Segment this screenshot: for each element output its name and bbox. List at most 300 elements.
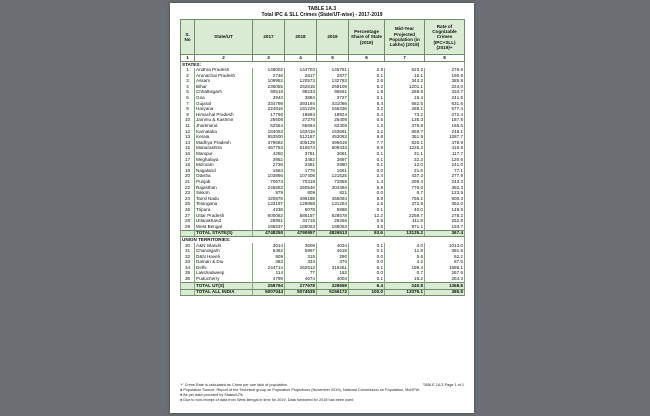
- cell-y2017: 28861: [253, 219, 285, 225]
- cell-sno: 34: [181, 265, 195, 271]
- cell-y2017: 379682: [253, 140, 285, 146]
- cell-rate: 120.6: [425, 157, 465, 163]
- cell-y2018: 262815: [285, 84, 317, 90]
- cell-share: 6.4: [349, 283, 385, 290]
- cell-sno: 11: [181, 124, 195, 130]
- cell-y2017: 809: [253, 254, 285, 260]
- cell-y2018: 27276: [285, 118, 317, 124]
- cell-y2019: 72855: [317, 179, 349, 185]
- cell-sno: 16: [181, 152, 195, 158]
- cell-state: Bihar: [195, 84, 253, 90]
- cell-state: Manipur: [195, 152, 253, 158]
- cell-y2019: 3897: [317, 157, 349, 163]
- cell-rate: 267.6: [425, 271, 465, 277]
- cell-rate: 77.1: [425, 168, 465, 174]
- footnote: ● Due to non-receipt of data from West Bengal in time for 2019, Data furnished for 2018 has been used: [180, 398, 354, 402]
- cell-y2017: 334799: [253, 101, 285, 107]
- table-number: TABLE 1A.3: [307, 6, 337, 12]
- col-num: 6: [349, 55, 385, 62]
- cell-sno: 19: [181, 168, 195, 174]
- cell-share: 6.1: [349, 265, 385, 271]
- cell-share: 12.2: [349, 213, 385, 219]
- cell-y2017: 70673: [253, 179, 285, 185]
- cell-y2019: 370: [317, 260, 349, 266]
- cell-state: Chandigarh: [195, 249, 253, 255]
- cell-y2018: 277678: [285, 283, 317, 290]
- cell-population: 111.8: [385, 219, 425, 225]
- cell-y2019: 455094: [317, 196, 349, 202]
- cell-y2017: 236055: [253, 84, 285, 90]
- cell-sno: 24: [181, 196, 195, 202]
- cell-rate: 272.4: [425, 112, 465, 118]
- cell-sno: 15: [181, 146, 195, 152]
- cell-y2017: 4748250: [253, 230, 285, 237]
- cell-state: Jharkhand: [195, 124, 253, 130]
- cell-state: TOTAL ALL INDIA: [195, 289, 253, 296]
- cell-y2017: 467753: [253, 146, 285, 152]
- cell-sno: 30: [181, 243, 195, 249]
- cell-state: Puducherry: [195, 277, 253, 283]
- cell-y2018: 334: [285, 260, 317, 266]
- cell-y2017: 3952: [253, 157, 285, 163]
- cell-state: Haryana: [195, 107, 253, 113]
- cell-rate: 224.0: [425, 84, 465, 90]
- cell-share: 0.1: [349, 73, 385, 79]
- cell-population: 372.8: [385, 202, 425, 208]
- cell-share: 0.0: [349, 168, 385, 174]
- cell-population: 135.3: [385, 118, 425, 124]
- cell-y2018: 1775: [285, 168, 317, 174]
- cell-state: Goa: [195, 96, 253, 102]
- cell-state: Delhi: [195, 265, 253, 271]
- cell-y2017: 109952: [253, 79, 285, 85]
- cell-y2017: 52564: [253, 124, 285, 130]
- cell-y2019: 163691: [317, 129, 349, 135]
- cell-sno: 6: [181, 96, 195, 102]
- cell-population: 240.8: [385, 283, 425, 290]
- cell-share: 5.2: [349, 84, 385, 90]
- cell-rate: 149.6: [425, 207, 465, 213]
- table-title: Total IPC & SLL Crimes (State/UT-wise) - 2017-2019: [261, 12, 383, 18]
- cell-y2019: 145751: [317, 68, 349, 74]
- cell-sno: 36: [181, 277, 195, 283]
- cell-population: 351.9: [385, 135, 425, 141]
- header-row: [181, 20, 465, 55]
- cell-y2017: 2738: [253, 163, 285, 169]
- cell-population: 826.1: [385, 140, 425, 146]
- header-population: Mid-Year Projected Population (in Lakhs) (2019): [385, 20, 425, 55]
- cell-state: Arunachal Pradesh: [195, 73, 253, 79]
- cell-sno: 12: [181, 129, 195, 135]
- cell-y2017: 979: [253, 191, 285, 197]
- cell-rate: 600.3: [425, 196, 465, 202]
- cell-population: 2259.7: [385, 213, 425, 219]
- cell-y2017: 258794: [253, 283, 285, 290]
- cell-state: Tamil Nadu: [195, 196, 253, 202]
- cell-y2018: 4790957: [285, 230, 317, 237]
- cell-rate: 385.8: [425, 79, 465, 85]
- cell-y2018: 126858: [285, 202, 317, 208]
- cell-state: Andhra Pradesh: [195, 68, 253, 74]
- cell-rate: 415.8: [425, 146, 465, 152]
- cell-rate: 334.7: [425, 90, 465, 96]
- cell-sno: 26: [181, 207, 195, 213]
- cell-y2019: 395619: [317, 140, 349, 146]
- col-num: 4: [285, 55, 317, 62]
- cell-population: 40.0: [385, 207, 425, 213]
- cell-y2017: 245553: [253, 185, 285, 191]
- cell-y2019: 62306: [317, 124, 349, 130]
- cell-state: Jammu & Kashmir: [195, 118, 253, 124]
- cell-sno: 25: [181, 202, 195, 208]
- col-num: 3: [253, 55, 285, 62]
- cell-y2018: 19594: [285, 112, 317, 118]
- cell-share: 2.4: [349, 174, 385, 180]
- cell-share: 93.6: [349, 230, 385, 237]
- cell-sno: 20: [181, 174, 195, 180]
- cell-sno: 1: [181, 68, 195, 74]
- cell-y2018: 3609: [285, 243, 317, 249]
- cell-y2017: 420876: [253, 196, 285, 202]
- cell-share: 8.8: [349, 196, 385, 202]
- cell-y2017: 195537: [253, 224, 285, 230]
- cell-share: 8.4: [349, 101, 385, 107]
- cell-state: Assam: [195, 79, 253, 85]
- cell-y2019: 628578: [317, 213, 349, 219]
- cell-share: 0.1: [349, 277, 385, 283]
- cell-y2017: 382: [253, 260, 285, 266]
- cell-y2019: 5156172: [317, 289, 349, 296]
- header-rate: Rate of Cognizable Crimes (IPC+SLL) (2019)+: [425, 20, 465, 55]
- cell-sno: 9: [181, 112, 195, 118]
- cell-sno: 5: [181, 90, 195, 96]
- cell-state: Madhya Pradesh: [195, 140, 253, 146]
- cell-y2018: 585157: [285, 213, 317, 219]
- col-num: 5: [317, 55, 349, 62]
- cell-share: 0.1: [349, 249, 385, 255]
- cell-y2018: 262612: [285, 265, 317, 271]
- header-2019: 2019: [317, 20, 349, 55]
- cell-y2018: 5967: [285, 249, 317, 255]
- cell-y2018: 6078: [285, 207, 317, 213]
- cell-y2019: 316261: [317, 265, 349, 271]
- cell-y2018: 512167: [285, 135, 317, 141]
- cell-sno: 31: [181, 249, 195, 255]
- cell-state: Sikkim: [195, 191, 253, 197]
- cell-y2018: 393194: [285, 101, 317, 107]
- cell-share: 0.1: [349, 152, 385, 158]
- cell-state: Nagaland: [195, 168, 253, 174]
- cell-sno: 27: [181, 213, 195, 219]
- cell-population: 13135.2: [385, 230, 425, 237]
- cell-y2017: 103866: [253, 174, 285, 180]
- cell-share: 0.0: [349, 260, 385, 266]
- cell-y2019: 4004: [317, 277, 349, 283]
- cell-population: 682.5: [385, 101, 425, 107]
- cell-population: 971.1: [385, 224, 425, 230]
- cell-y2018: 5074635: [285, 289, 317, 296]
- cell-share: 0.5: [349, 219, 385, 225]
- cell-y2017: 1553: [253, 168, 285, 174]
- cell-population: 375.8: [385, 124, 425, 130]
- column-number-row: [181, 55, 465, 62]
- cell-sno: 10: [181, 118, 195, 124]
- cell-share: 2.5: [349, 202, 385, 208]
- cell-y2017: 244714: [253, 265, 285, 271]
- cell-share: 0.5: [349, 118, 385, 124]
- cell-rate: 248.1: [425, 129, 465, 135]
- cell-population: 21.6: [385, 168, 425, 174]
- cell-rate: 117.7: [425, 152, 465, 158]
- cell-sno: 8: [181, 107, 195, 113]
- cell-state: Chhattisgarh: [195, 90, 253, 96]
- cell-y2019: 304394: [317, 185, 349, 191]
- cell-state: Rajasthan: [195, 185, 253, 191]
- cell-y2019: 329659: [317, 283, 349, 290]
- cell-state: Odisha: [195, 174, 253, 180]
- document-page: [170, 3, 474, 413]
- cell-sno: [181, 230, 195, 237]
- cell-population: 15.4: [385, 96, 425, 102]
- cell-sno: 17: [181, 157, 195, 163]
- cell-state: Maharashtra: [195, 146, 253, 152]
- cell-population: 776.0: [385, 185, 425, 191]
- cell-y2018: 98233: [285, 90, 317, 96]
- cell-share: 1.9: [349, 90, 385, 96]
- cell-share: 0.1: [349, 207, 385, 213]
- cell-state: West Bengal: [195, 224, 253, 230]
- cell-y2019: 5988: [317, 207, 349, 213]
- cell-y2017: 3014: [253, 243, 285, 249]
- cell-share: 0.1: [349, 163, 385, 169]
- footnote: ● Population Source: Report of the Technical group on Population Projections (November 2019), National Commission on Population, MoHFW.: [180, 388, 420, 392]
- page-reference: TABLE 1A.3 Page 1 of 1: [422, 383, 464, 387]
- cell-y2017: 90516: [253, 90, 285, 96]
- cell-share: 3.6: [349, 224, 385, 230]
- header-2018: 2018: [285, 20, 317, 55]
- cell-share: 100.0: [349, 289, 385, 296]
- cell-share: 7.7: [349, 140, 385, 146]
- cell-y2019: 4034: [317, 243, 349, 249]
- cell-rate: 187.8: [425, 118, 465, 124]
- cell-rate: 381.6: [425, 249, 465, 255]
- cell-share: 3.2: [349, 129, 385, 135]
- cell-rate: 1368.8: [425, 283, 465, 290]
- cell-share: 0.1: [349, 157, 385, 163]
- cell-population: 523.2: [385, 68, 425, 74]
- cell-rate: 264.3: [425, 277, 465, 283]
- header-state: State/UT: [195, 20, 253, 55]
- cell-share: 0.4: [349, 112, 385, 118]
- cell-y2017: 184063: [253, 129, 285, 135]
- cell-y2019: 509433: [317, 146, 349, 152]
- cell-population: 73.2: [385, 112, 425, 118]
- cell-y2017: 4250: [253, 152, 285, 158]
- cell-y2018: 809: [285, 191, 317, 197]
- cell-y2019: 2880: [317, 163, 349, 169]
- cell-sno: 23: [181, 191, 195, 197]
- cell-y2017: 133197: [253, 202, 285, 208]
- cell-rate: 165.5: [425, 124, 465, 130]
- cell-y2018: 34715: [285, 219, 317, 225]
- header-sno: S. No: [181, 20, 195, 55]
- cell-rate: 243.3: [425, 179, 465, 185]
- cell-rate: 190.9: [425, 73, 465, 79]
- cell-share: 0.0: [349, 254, 385, 260]
- cell-y2017: 224816: [253, 107, 285, 113]
- cell-population: 11.8: [385, 249, 425, 255]
- cell-y2019: 131254: [317, 202, 349, 208]
- cell-share: 0.1: [349, 243, 385, 249]
- cell-sno: [181, 289, 195, 296]
- cell-y2017: 4238: [253, 207, 285, 213]
- cell-state: Gujarat: [195, 101, 253, 107]
- cell-rate: 631.6: [425, 101, 465, 107]
- cell-y2019: 96561: [317, 90, 349, 96]
- cell-share: 3.2: [349, 107, 385, 113]
- cell-y2019: 1661: [317, 168, 349, 174]
- total-uts-row: [181, 283, 465, 290]
- cell-population: 15.2: [385, 277, 425, 283]
- cell-y2018: 191229: [285, 107, 317, 113]
- cell-y2018: 2351: [285, 163, 317, 169]
- cell-population: 4.2: [385, 260, 425, 266]
- cell-rate: 385.5: [425, 289, 465, 296]
- cell-population: 31.1: [385, 152, 425, 158]
- cell-y2017: 114: [253, 271, 285, 277]
- cell-state: Telangana: [195, 202, 253, 208]
- cell-rate: 1586.1: [425, 265, 465, 271]
- cell-population: 437.3: [385, 174, 425, 180]
- cell-y2017: 4799: [253, 277, 285, 283]
- footnote: '+' Crime Rate is calculated as Crime per one lakh of population.: [180, 383, 288, 387]
- cell-state: D&N Haveli: [195, 254, 253, 260]
- cell-rate: 193.7: [425, 224, 465, 230]
- states-section-label: STATES:: [181, 62, 465, 68]
- cell-y2019: 290: [317, 254, 349, 260]
- cell-share: 2.6: [349, 79, 385, 85]
- cell-rate: 278.6: [425, 68, 465, 74]
- cell-y2017: 653500: [253, 135, 285, 141]
- cell-sno: 18: [181, 163, 195, 169]
- cell-rate: 252.8: [425, 219, 465, 225]
- cell-rate: 478.9: [425, 140, 465, 146]
- cell-y2019: 3661: [317, 152, 349, 158]
- cell-y2018: 55664: [285, 124, 317, 130]
- cell-y2019: 121525: [317, 174, 349, 180]
- cell-y2018: 120573: [285, 79, 317, 85]
- cell-y2018: 3482: [285, 157, 317, 163]
- cell-y2017: 2746: [253, 73, 285, 79]
- cell-y2019: 19924: [317, 112, 349, 118]
- cell-rate: 241.0: [425, 163, 465, 169]
- cell-sno: [181, 283, 195, 290]
- cell-state: Mizoram: [195, 163, 253, 169]
- cell-y2019: 188063: [317, 224, 349, 230]
- col-num: 7: [385, 55, 425, 62]
- cell-y2018: 250546: [285, 185, 317, 191]
- cell-state: Daman & Diu: [195, 260, 253, 266]
- cell-sno: 2: [181, 73, 195, 79]
- cell-sno: 7: [181, 101, 195, 107]
- cell-y2019: 166336: [317, 107, 349, 113]
- cell-population: 13376.1: [385, 289, 425, 296]
- col-num: 8: [425, 55, 465, 62]
- cell-sno: 4: [181, 84, 195, 90]
- cell-population: 1201.1: [385, 84, 425, 90]
- cell-state: Tripura: [195, 207, 253, 213]
- cell-population: 758.1: [385, 196, 425, 202]
- cell-sno: 33: [181, 260, 195, 266]
- cell-y2018: 188063: [285, 224, 317, 230]
- cell-y2019: 4518: [317, 249, 349, 255]
- cell-state: Lakshadweep: [195, 271, 253, 277]
- cell-rate: 1013.6: [425, 243, 465, 249]
- cell-y2018: 3884: [285, 96, 317, 102]
- cell-y2018: 70318: [285, 179, 317, 185]
- cell-y2017: 25608: [253, 118, 285, 124]
- cell-population: 12.0: [385, 163, 425, 169]
- cell-state: Uttarakhand: [195, 219, 253, 225]
- cell-y2017: 5462: [253, 249, 285, 255]
- union-territories-section-label: UNION TERRITORIES:: [181, 237, 465, 243]
- cell-sno: 29: [181, 224, 195, 230]
- cell-state: A&N Islands: [195, 243, 253, 249]
- cell-sno: 14: [181, 140, 195, 146]
- cell-y2019: 182: [317, 271, 349, 277]
- cell-share: 9.9: [349, 146, 385, 152]
- crime-table: [180, 19, 465, 296]
- cell-y2019: 431066: [317, 101, 349, 107]
- cell-y2019: 25408: [317, 118, 349, 124]
- cell-y2019: 28266: [317, 219, 349, 225]
- cell-y2017: 5007044: [253, 289, 285, 296]
- cell-population: 6.7: [385, 191, 425, 197]
- cell-state: Himachal Pradesh: [195, 112, 253, 118]
- cell-sno: 3: [181, 79, 195, 85]
- cell-share: 2.8: [349, 68, 385, 74]
- cell-y2019: 4826513: [317, 230, 349, 237]
- footnote: ● As per data provided by States/UTs.: [180, 393, 244, 397]
- cell-y2018: 515674: [285, 146, 317, 152]
- cell-state: Uttar Pradesh: [195, 213, 253, 219]
- cell-rate: 278.2: [425, 213, 465, 219]
- cell-sno: 13: [181, 135, 195, 141]
- cell-state: TOTAL STATE(S): [195, 230, 253, 237]
- cell-rate: 87.5: [425, 260, 465, 266]
- cell-y2018: 144703: [285, 68, 317, 74]
- cell-sno: 22: [181, 185, 195, 191]
- cell-y2018: 315: [285, 254, 317, 260]
- cell-population: 659.7: [385, 129, 425, 135]
- cell-y2019: 132783: [317, 79, 349, 85]
- total-all-india-row: [181, 289, 465, 296]
- cell-share: 0.0: [349, 271, 385, 277]
- total-states-row: [181, 230, 465, 237]
- cell-population: 4.0: [385, 243, 425, 249]
- cell-population: 15.1: [385, 73, 425, 79]
- cell-y2017: 148002: [253, 68, 285, 74]
- cell-population: 0.7: [385, 271, 425, 277]
- cell-state: Kerala: [195, 135, 253, 141]
- cell-population: 5.6: [385, 254, 425, 260]
- cell-share: 8.8: [349, 135, 385, 141]
- cell-sno: 21: [181, 179, 195, 185]
- cell-sno: 32: [181, 254, 195, 260]
- cell-rate: 123.5: [425, 191, 465, 197]
- cell-population: 299.4: [385, 179, 425, 185]
- header-share: Percentage Share of State (2019): [349, 20, 385, 55]
